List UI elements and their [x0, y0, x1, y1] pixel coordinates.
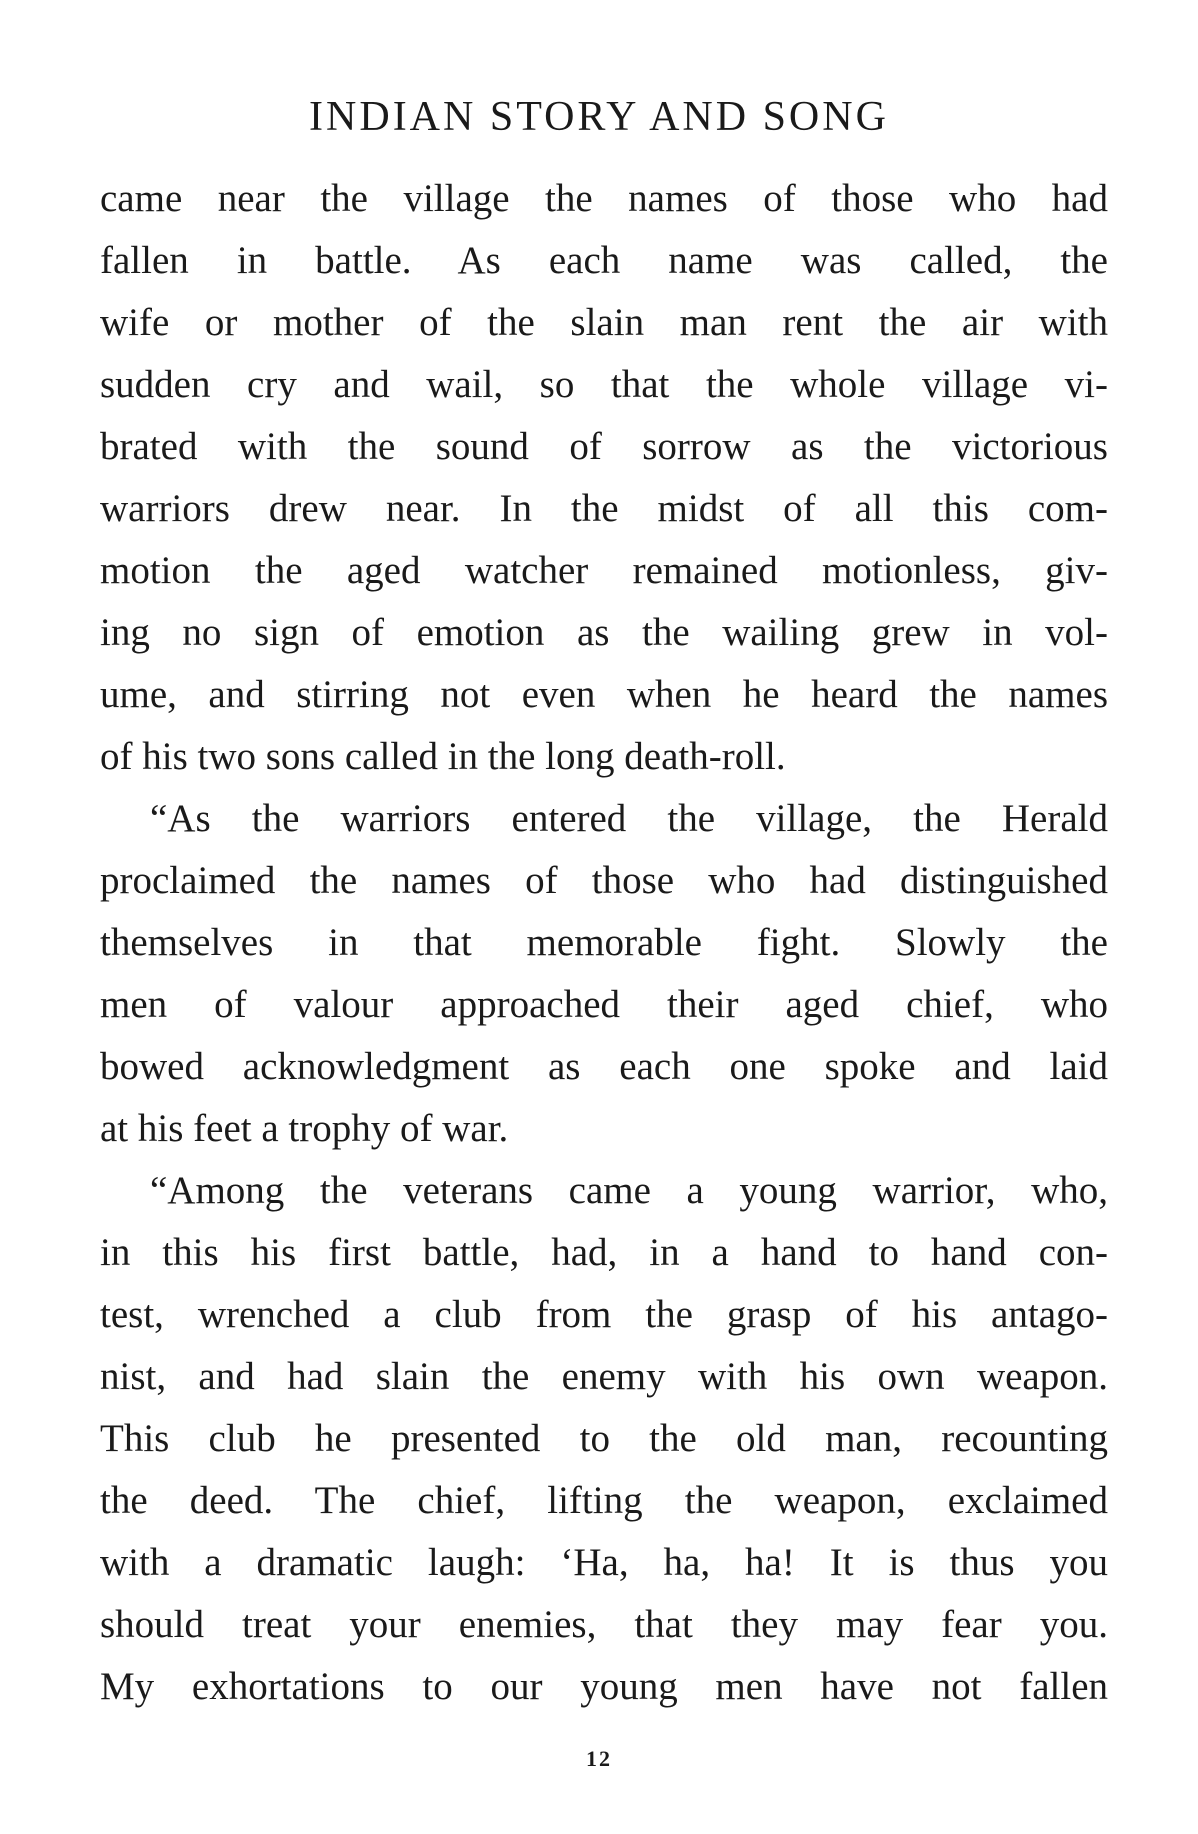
text-line: test, wrenched a club from the grasp of his antago- — [100, 1293, 1108, 1336]
running-head: INDIAN STORY AND SONG — [309, 94, 889, 140]
text-line: the deed. The chief, lifting the weapon, exclaimed — [100, 1479, 1108, 1522]
text-line: sudden cry and wail, so that the whole village vi- — [100, 363, 1108, 406]
text-line: men of valour approached their aged chief, who — [100, 983, 1108, 1026]
text-line: of his two sons called in the long death-roll. — [100, 735, 786, 778]
text-line: My exhortations to our young men have not fallen — [100, 1665, 1108, 1708]
text-line: proclaimed the names of those who had distinguished — [100, 859, 1108, 902]
page-number: 12 — [586, 1746, 612, 1771]
text-line: themselves in that memorable fight. Slowly the — [100, 921, 1108, 964]
text-line: in this his first battle, had, in a hand to hand con- — [100, 1231, 1108, 1274]
text-line: warriors drew near. In the midst of all this com- — [100, 487, 1108, 530]
text-line: at his feet a trophy of war. — [100, 1107, 509, 1150]
text-line: wife or mother of the slain man rent the air with — [100, 301, 1108, 344]
text-line: “Among the veterans came a young warrior, who, — [150, 1169, 1108, 1212]
paragraph — [100, 788, 1108, 1160]
text-line: This club he presented to the old man, recounting — [100, 1417, 1108, 1460]
text-line: came near the village the names of those who had — [100, 177, 1108, 220]
body-text — [100, 168, 1108, 1718]
text-line: with a dramatic laugh: ‘Ha, ha, ha! It is thus you — [100, 1541, 1108, 1584]
text-line: should treat your enemies, that they may fear you. — [100, 1603, 1108, 1646]
text-line: “As the warriors entered the village, the Herald — [150, 797, 1108, 840]
text-line: ume, and stirring not even when he heard the names — [100, 673, 1108, 716]
text-line: ing no sign of emotion as the wailing grew in vol- — [100, 611, 1108, 654]
text-line: brated with the sound of sorrow as the victorious — [100, 425, 1108, 468]
text-line: nist, and had slain the enemy with his own weapon. — [100, 1355, 1108, 1398]
paragraph — [100, 1160, 1108, 1718]
text-line: fallen in battle. As each name was called, the — [100, 239, 1108, 282]
text-line: bowed acknowledgment as each one spoke and laid — [100, 1045, 1108, 1088]
text-line: motion the aged watcher remained motionless, giv- — [100, 549, 1108, 592]
paragraph — [100, 168, 1108, 788]
